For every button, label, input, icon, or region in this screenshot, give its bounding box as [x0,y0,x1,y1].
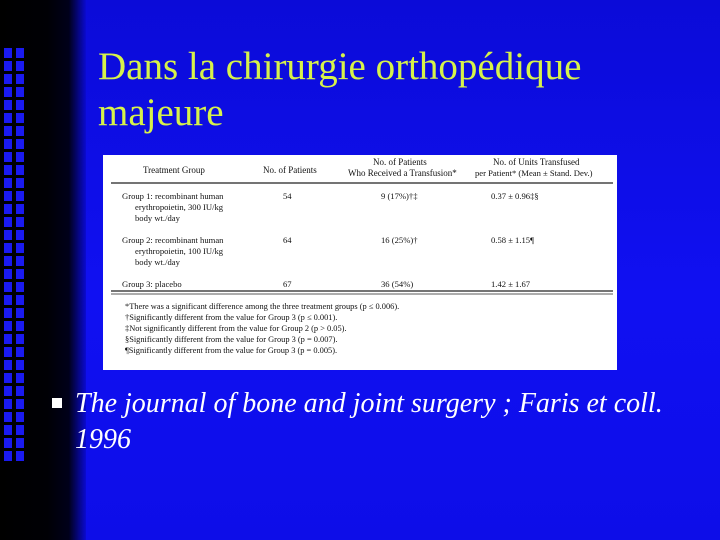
decorative-square [4,217,12,227]
square-pattern-row [4,282,26,292]
row3-patients: 67 [283,279,292,289]
square-pattern-row [4,48,26,58]
results-table [103,155,617,370]
decorative-square [16,438,24,448]
decorative-square [4,386,12,396]
square-pattern-row [4,256,26,266]
square-pattern-row [4,217,26,227]
decorative-square [4,61,12,71]
decorative-square [4,373,12,383]
row1-patients: 54 [283,191,292,201]
row2-group-line3: body wt./day [135,257,180,267]
row2-group-line1: Group 2: recombinant human [122,235,224,245]
decorative-square [4,74,12,84]
decorative-square [4,425,12,435]
decorative-square [4,334,12,344]
square-pattern-row [4,373,26,383]
decorative-square [16,308,24,318]
square-pattern-row [4,87,26,97]
square-pattern-row [4,178,26,188]
decorative-square [16,373,24,383]
row2-transfused: 16 (25%)† [381,235,418,245]
decorative-square [16,165,24,175]
row1-units: 0.37 ± 0.96‡§ [491,191,539,201]
square-pattern-row [4,74,26,84]
decorative-square [4,243,12,253]
decorative-square [16,295,24,305]
header-units-line1: No. of Units Transfused [493,157,580,167]
decorative-square [16,425,24,435]
square-pattern-row [4,451,26,461]
decorative-square [16,451,24,461]
slide-title: Dans la chirurgie orthopédique majeure [98,45,582,134]
decorative-square [4,204,12,214]
decorative-square [4,360,12,370]
square-pattern-row [4,347,26,357]
decorative-square [16,399,24,409]
decorative-square [16,113,24,123]
decorative-square [16,321,24,331]
decorative-square [4,412,12,422]
decorative-square [4,139,12,149]
decorative-square [16,347,24,357]
decorative-square [16,282,24,292]
decorative-square [16,217,24,227]
decorative-square [4,451,12,461]
square-pattern-row [4,100,26,110]
decorative-square [4,152,12,162]
decorative-square [16,412,24,422]
square-pattern-row [4,321,26,331]
header-transfused-line2: Who Received a Transfusion* [348,168,457,178]
decorative-square [16,334,24,344]
square-pattern-row [4,308,26,318]
decorative-square [4,282,12,292]
footnote-5: ¶Significantly different from the value for Group 3 (p = 0.005). [125,346,338,355]
square-pattern-row [4,61,26,71]
decorative-square [16,87,24,97]
row2-units: 0.58 ± 1.15¶ [491,235,534,245]
decorative-square [4,48,12,58]
decorative-square [16,48,24,58]
square-pattern-row [4,425,26,435]
square-pattern-row [4,152,26,162]
square-pattern-row [4,438,26,448]
header-no-patients: No. of Patients [263,165,317,175]
decorative-square [4,295,12,305]
decorative-square [4,308,12,318]
results-table-graphic [103,155,617,370]
square-pattern-row [4,412,26,422]
decorative-square [16,100,24,110]
decorative-square [4,321,12,331]
square-pattern-row [4,360,26,370]
square-pattern-row [4,334,26,344]
square-pattern-row [4,113,26,123]
decorative-square [16,256,24,266]
row2-group-line2: erythropoietin, 100 IU/kg [135,246,224,256]
footnote-2: †Significantly different from the value for Group 3 (p ≤ 0.001). [125,313,338,322]
square-bullet-icon [52,398,62,408]
decorative-square [16,178,24,188]
decorative-square [4,347,12,357]
decorative-square [4,113,12,123]
decorative-square [16,386,24,396]
decorative-square [4,230,12,240]
decorative-square [16,126,24,136]
decorative-square [16,152,24,162]
decorative-square [4,87,12,97]
square-pattern-row [4,165,26,175]
decorative-square [4,438,12,448]
square-pattern-row [4,126,26,136]
decorative-square [4,100,12,110]
decorative-square [16,139,24,149]
row1-group-line2: erythropoietin, 300 IU/kg [135,202,224,212]
decorative-square [16,230,24,240]
square-pattern-row [4,243,26,253]
left-decorative-strip [0,0,86,540]
square-pattern-row [4,269,26,279]
square-pattern-row [4,191,26,201]
decorative-square [16,360,24,370]
row2-patients: 64 [283,235,292,245]
row1-group-line3: body wt./day [135,213,180,223]
square-pattern [4,48,26,478]
row3-transfused: 36 (54%) [381,279,414,289]
square-pattern-row [4,295,26,305]
decorative-square [4,399,12,409]
footnote-3: ‡Not significantly different from the value for Group 2 (p > 0.05). [125,324,347,333]
row3-group-line1: Group 3: placebo [122,279,182,289]
header-treatment-group: Treatment Group [143,165,205,175]
decorative-square [16,243,24,253]
header-transfused-line1: No. of Patients [373,157,427,167]
row1-transfused: 9 (17%)†‡ [381,191,418,201]
citation-text: The journal of bone and joint surgery ; Faris et coll. 1996 [75,388,663,455]
row1-group-line1: Group 1: recombinant human [122,191,224,201]
square-pattern-row [4,386,26,396]
row3-units: 1.42 ± 1.67 [491,279,531,289]
decorative-square [4,191,12,201]
decorative-square [16,191,24,201]
square-pattern-row [4,139,26,149]
footnote-4: §Significantly different from the value for Group 3 (p = 0.007). [125,335,338,344]
square-pattern-row [4,399,26,409]
decorative-square [16,204,24,214]
decorative-square [4,126,12,136]
decorative-square [4,165,12,175]
decorative-square [4,269,12,279]
decorative-square [16,61,24,71]
decorative-square [4,178,12,188]
footnote-1: *There was a significant difference among the three treatment groups (p ≤ 0.006). [125,302,400,311]
decorative-square [16,74,24,84]
decorative-square [16,269,24,279]
decorative-square [4,256,12,266]
square-pattern-row [4,204,26,214]
square-pattern-row [4,230,26,240]
header-units-line2: per Patient* (Mean ± Stand. Dev.) [475,168,593,178]
